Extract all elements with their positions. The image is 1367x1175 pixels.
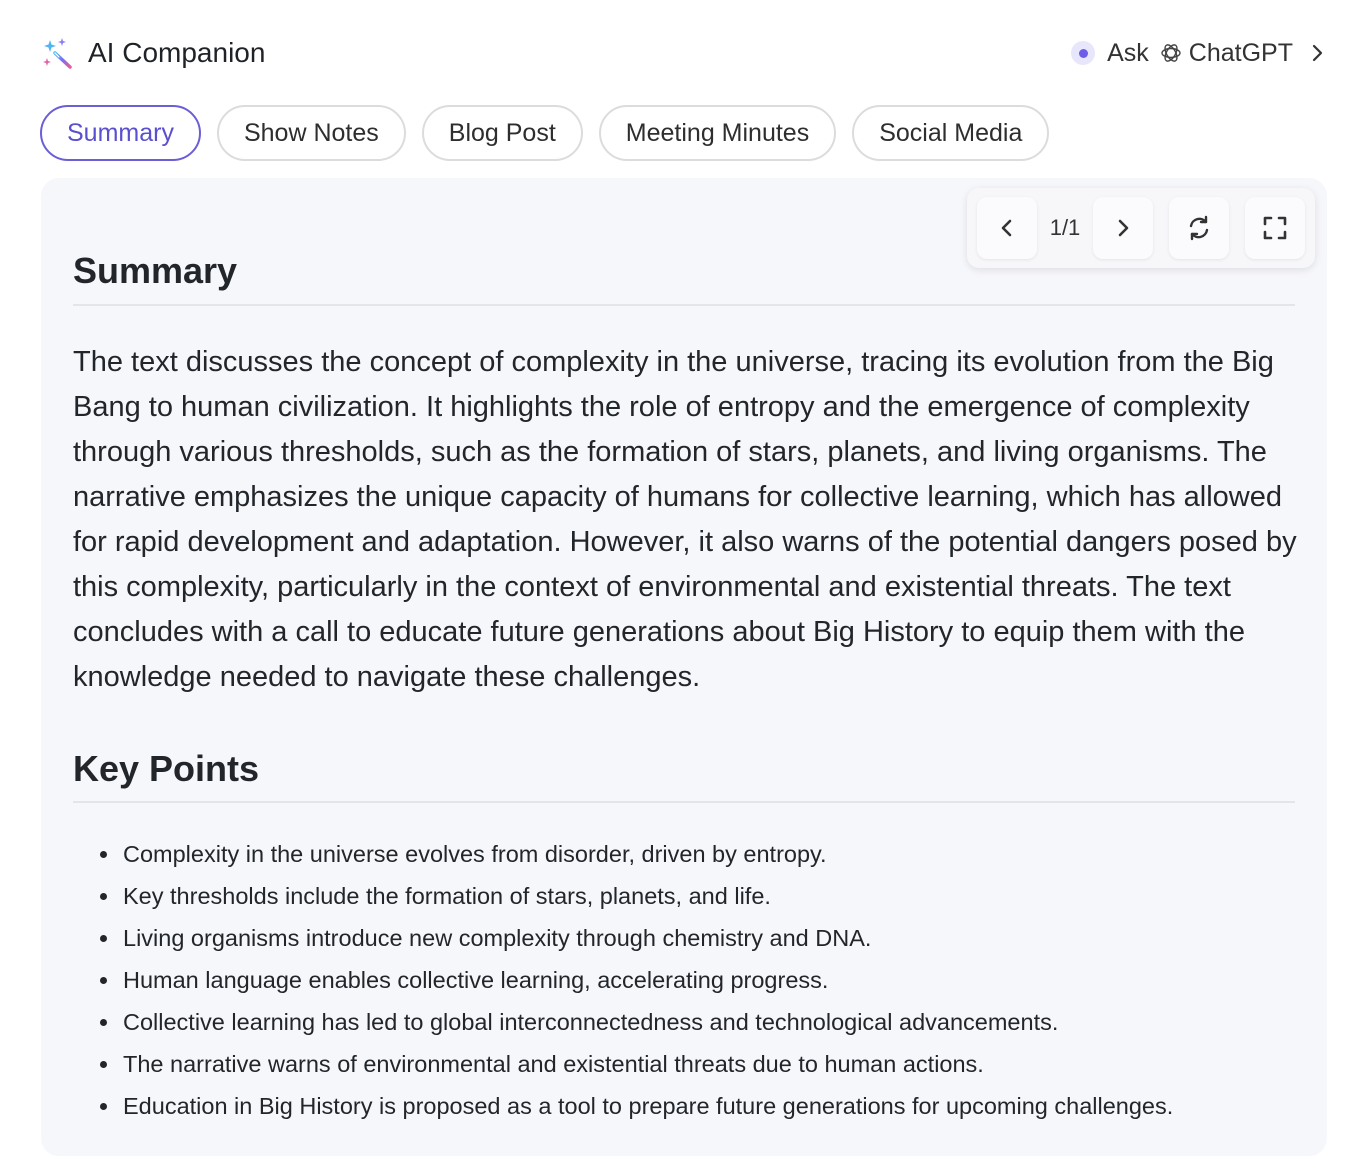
content-card [41, 178, 1327, 1156]
app-header [0, 0, 1367, 100]
next-button[interactable] [1093, 197, 1153, 259]
chatgpt-icon [1159, 41, 1183, 65]
chatgpt-label: ChatGPT [1188, 38, 1293, 67]
chevron-left-icon [993, 214, 1021, 242]
summary-text: The text discusses the concept of complexity in the universe, tracing its evolution from the Big Bang to human civilization. It highlights the role of entropy and the emergence of complexity through various thresholds, such as the formation of stars, planets, and living organisms. The narrative emphasizes the unique capacity of humans for collective learning, which has allowed for rapid development and adaptation. However, it also warns of the potential dangers posed by this complexity, particularly in the context of environmental and existential threats. The text concludes with a call to educate future generations about Big History to equip them with the knowledge needed to navigate these challenges. [73, 346, 1297, 693]
summary-heading: Summary [73, 250, 238, 291]
list-item: • Collective learning has led to global interconnectedness and technological advancements. [121, 1001, 1301, 1043]
regenerate-button[interactable] [1169, 197, 1229, 259]
refresh-icon [1185, 214, 1213, 242]
expand-icon [1261, 214, 1289, 242]
key-points-divider [73, 801, 1295, 803]
app-title: AI Companion [88, 37, 266, 68]
chevron-right-icon [1307, 43, 1327, 63]
tab-social-media[interactable]: Social Media [852, 105, 1049, 161]
key-points-list [121, 833, 1301, 1127]
tab-show-notes[interactable]: Show Notes [217, 105, 406, 161]
output-format-tabs [40, 105, 1049, 161]
page-indicator: 1/1 [1049, 215, 1081, 240]
status-dot-icon [1071, 41, 1095, 65]
list-item: • Education in Big History is proposed as a tool to prepare future generations for upcoming challenges. [121, 1085, 1301, 1127]
list-item: • Complexity in the universe evolves from disorder, driven by entropy. [121, 833, 1301, 875]
result-toolbar [967, 188, 1315, 268]
list-item: • Key thresholds include the formation of stars, planets, and life. [121, 875, 1301, 917]
tab-blog-post[interactable]: Blog Post [422, 105, 583, 161]
brand [40, 34, 265, 72]
list-item: • Human language enables collective learning, accelerating progress. [121, 959, 1301, 1001]
ask-chatgpt-button[interactable] [1071, 34, 1327, 72]
chevron-right-icon [1109, 214, 1137, 242]
ai-sparkle-icon [40, 36, 74, 70]
fullscreen-button[interactable] [1245, 197, 1305, 259]
ask-label: Ask [1107, 38, 1149, 67]
summary-divider [73, 304, 1295, 306]
tab-meeting-minutes[interactable]: Meeting Minutes [599, 105, 836, 161]
tab-summary[interactable]: Summary [40, 105, 201, 161]
key-points-heading: Key Points [73, 748, 260, 789]
previous-button[interactable] [977, 197, 1037, 259]
list-item: • The narrative warns of environmental and existential threats due to human actions. [121, 1043, 1301, 1085]
list-item: • Living organisms introduce new complexity through chemistry and DNA. [121, 917, 1301, 959]
